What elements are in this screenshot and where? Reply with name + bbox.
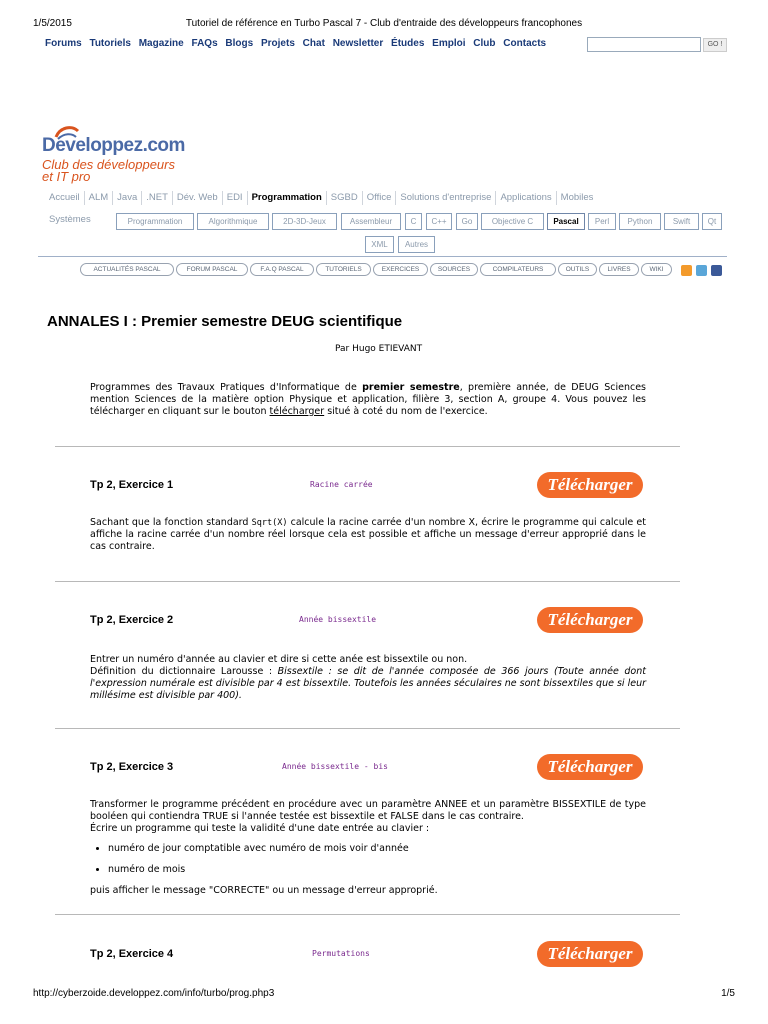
- pill-compilateurs[interactable]: COMPILATEURS: [480, 263, 556, 276]
- pill-forum[interactable]: FORUM PASCAL: [176, 263, 248, 276]
- pill-actualites[interactable]: ACTUALITÉS PASCAL: [80, 263, 174, 276]
- nav-club[interactable]: Club: [473, 38, 496, 49]
- cat-accueil[interactable]: Accueil: [45, 191, 85, 205]
- logo-subtitle-line2: et IT pro: [42, 169, 91, 184]
- top-navigation: [45, 38, 551, 49]
- nav-contacts[interactable]: Contacts: [503, 38, 547, 49]
- pill-livres[interactable]: LIVRES: [599, 263, 639, 276]
- site-logo[interactable]: [42, 125, 202, 187]
- exercise-subtitle: Année bissextile - bis: [282, 762, 388, 771]
- cat-mobiles[interactable]: Mobiles: [560, 192, 594, 203]
- intro-paragraph: Programmes des Travaux Pratiques d'Informatique de premier semestre, première année, de DEUG Sciences mention Sciences de la matière option Physique et application, filière 3, section A, groupe 4. Vous pouvez les télécharger en cliquant sur le bouton télécharger situé à coté du nom de l'exercice.: [90, 382, 646, 417]
- tab-go[interactable]: Go: [456, 213, 478, 230]
- nav-tutoriels[interactable]: Tutoriels: [89, 38, 131, 49]
- logo-main-text: Developpez.com: [42, 135, 185, 156]
- print-title: Tutoriel de référence en Turbo Pascal 7 - Club d'entraide des développeurs francophones: [185, 18, 583, 29]
- cat-systemes[interactable]: Systèmes: [49, 214, 91, 225]
- rss-icon[interactable]: [681, 265, 692, 276]
- pill-outils[interactable]: OUTILS: [558, 263, 597, 276]
- bullet-list: [90, 838, 409, 880]
- facebook-icon[interactable]: [711, 265, 722, 276]
- cat-office[interactable]: Office: [363, 191, 397, 205]
- download-button[interactable]: Télécharger: [537, 941, 643, 967]
- nav-projets[interactable]: Projets: [260, 38, 295, 49]
- divider: [55, 728, 680, 729]
- tab-2d-3d-jeux[interactable]: 2D-3D-Jeux: [272, 213, 337, 230]
- logo-subtitle-line1: Club des développeurs: [42, 157, 175, 172]
- nav-forums[interactable]: Forums: [45, 38, 82, 49]
- logo-subtitle: [42, 159, 175, 183]
- tab-assembleur[interactable]: Assembleur: [341, 213, 401, 230]
- twitter-icon[interactable]: [696, 265, 707, 276]
- tab-perl[interactable]: Perl: [588, 213, 616, 230]
- cat-solutions[interactable]: Solutions d'entreprise: [396, 191, 496, 205]
- print-footer: [33, 988, 735, 1002]
- download-button[interactable]: Télécharger: [537, 754, 643, 780]
- pill-faq[interactable]: F.A.Q PASCAL: [250, 263, 314, 276]
- download-link[interactable]: télécharger: [269, 406, 325, 417]
- divider: [55, 446, 680, 447]
- tab-c[interactable]: C: [405, 213, 422, 230]
- exercise-title: Tp 2, Exercice 3: [90, 761, 174, 773]
- download-button[interactable]: Télécharger: [537, 607, 643, 633]
- tab-python[interactable]: Python: [619, 213, 661, 230]
- cat-alm[interactable]: ALM: [85, 191, 114, 205]
- nav-chat[interactable]: Chat: [302, 38, 325, 49]
- nav-faqs[interactable]: FAQs: [191, 38, 218, 49]
- exercise-description: Entrer un numéro d'année au clavier et dire si cette anée est bissextile ou non. Définition du dictionnaire Larousse : Bissextile : se dit de l'année composée de 366 jours (Toute année dont l'expression numérale est divisible par 4 est bissextile. Toutefois les années séculaires ne sont bissextiles que si leur millésime est divisible par 400).: [90, 654, 646, 701]
- tab-algorithmique[interactable]: Algorithmique: [197, 213, 269, 230]
- cat-dotnet[interactable]: .NET: [142, 191, 173, 205]
- cat-dev-web[interactable]: Dév. Web: [173, 191, 223, 205]
- nav-divider: [38, 256, 727, 257]
- cat-programmation[interactable]: Programmation: [248, 191, 327, 205]
- list-item: • numéro de jour comptatible avec numéro de mois voir d'année: [108, 838, 409, 859]
- download-button[interactable]: Télécharger: [537, 472, 643, 498]
- search-go-button[interactable]: GO !: [703, 38, 727, 52]
- tab-swift[interactable]: Swift: [664, 213, 699, 230]
- exercise-subtitle: Année bissextile: [299, 615, 377, 624]
- exercise-title: Tp 2, Exercice 2: [90, 614, 174, 626]
- tab-cpp[interactable]: C++: [426, 213, 452, 230]
- nav-blogs[interactable]: Blogs: [225, 38, 254, 49]
- page-title: ANNALES I : Premier semestre DEUG scientifique: [47, 313, 403, 330]
- tab-qt[interactable]: Qt: [702, 213, 722, 230]
- exercise-subtitle: Permutations: [312, 949, 370, 958]
- pill-tutoriels[interactable]: TUTORIELS: [316, 263, 371, 276]
- nav-emploi[interactable]: Emploi: [432, 38, 466, 49]
- pill-sources[interactable]: SOURCES: [430, 263, 478, 276]
- tab-objective-c[interactable]: Objective C: [481, 213, 544, 230]
- cat-applications[interactable]: Applications: [496, 191, 556, 205]
- cat-java[interactable]: Java: [113, 191, 142, 205]
- print-url: http://cyberzoide.developpez.com/info/turbo/prog.php3: [33, 988, 275, 999]
- print-header: [33, 18, 735, 32]
- exercise-description: Transformer le programme précédent en procédure avec un paramètre ANNEE et un paramètre BISSEXTILE de type booléen qui contiendra TRUE si l'année testée est bissextile et FALSE dans le cas contraire. Écrire un programme qui teste la validité d'une date entrée au clavier :: [90, 799, 646, 834]
- exercise-subtitle: Racine carrée: [310, 480, 373, 489]
- nav-magazine[interactable]: Magazine: [138, 38, 184, 49]
- pill-wiki[interactable]: WIKI: [641, 263, 672, 276]
- tab-pascal[interactable]: Pascal: [547, 213, 585, 230]
- exercise-description-end: puis afficher le message "CORRECTE" ou un message d'erreur approprié.: [90, 885, 438, 896]
- category-navigation: [45, 191, 725, 249]
- author-line: Par Hugo ETIEVANT: [335, 344, 423, 354]
- exercise-title: Tp 2, Exercice 1: [90, 479, 174, 491]
- nav-etudes[interactable]: Études: [391, 38, 425, 49]
- divider: [55, 914, 680, 915]
- print-date: 1/5/2015: [33, 18, 72, 29]
- cat-sgbd[interactable]: SGBD: [327, 191, 363, 205]
- tab-autres[interactable]: Autres: [398, 236, 435, 253]
- cat-edi[interactable]: EDI: [223, 191, 248, 205]
- nav-newsletter[interactable]: Newsletter: [332, 38, 384, 49]
- divider: [55, 581, 680, 582]
- list-item: • numéro de mois: [108, 859, 409, 880]
- print-page-number: 1/5: [721, 988, 735, 999]
- tab-xml[interactable]: XML: [365, 236, 394, 253]
- tab-programmation[interactable]: Programmation: [116, 213, 194, 230]
- pill-exercices[interactable]: EXERCICES: [373, 263, 428, 276]
- exercise-title: Tp 2, Exercice 4: [90, 948, 174, 960]
- search-input[interactable]: [587, 37, 701, 52]
- exercise-description: Sachant que la fonction standard Sqrt(X) calcule la racine carrée d'un nombre X, écrire le programme qui calcule et affiche la racine carrée d'un nombre réel lorsque cela est possible et affiche un message d'erreur approprié dans le cas contraire.: [90, 517, 647, 552]
